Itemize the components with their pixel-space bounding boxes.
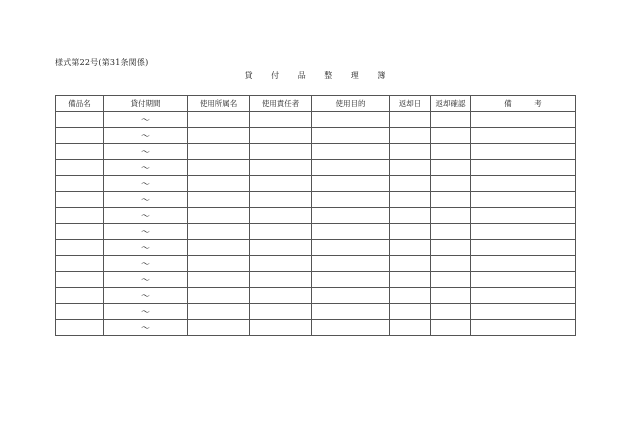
purpose-cell[interactable] <box>312 256 390 272</box>
loan-period-cell[interactable]: 〜 <box>104 224 188 240</box>
item-name-cell[interactable] <box>56 144 104 160</box>
loan-period-cell[interactable]: 〜 <box>104 240 188 256</box>
user-department-cell[interactable] <box>188 224 250 240</box>
responsible-person-cell[interactable] <box>250 304 312 320</box>
header-purpose: 使用目的 <box>312 96 390 112</box>
return-date-cell[interactable] <box>390 176 431 192</box>
return-date-cell[interactable] <box>390 288 431 304</box>
loan-period-cell[interactable]: 〜 <box>104 272 188 288</box>
item-name-cell[interactable] <box>56 256 104 272</box>
purpose-cell[interactable] <box>312 240 390 256</box>
return-confirmation-cell[interactable] <box>431 160 471 176</box>
user-department-cell[interactable] <box>188 256 250 272</box>
loan-period-cell[interactable]: 〜 <box>104 304 188 320</box>
responsible-person-cell[interactable] <box>250 192 312 208</box>
item-name-cell[interactable] <box>56 128 104 144</box>
return-confirmation-cell[interactable] <box>431 320 471 336</box>
table-row <box>56 192 576 208</box>
user-department-cell[interactable] <box>188 160 250 176</box>
item-name-cell[interactable] <box>56 304 104 320</box>
loan-period-cell[interactable]: 〜 <box>104 176 188 192</box>
remarks-cell[interactable] <box>471 288 576 304</box>
return-date-cell[interactable] <box>390 240 431 256</box>
table-row <box>56 240 576 256</box>
table-row <box>56 144 576 160</box>
purpose-cell[interactable] <box>312 128 390 144</box>
return-confirmation-cell[interactable] <box>431 304 471 320</box>
loan-period-cell[interactable]: 〜 <box>104 320 188 336</box>
loan-period-cell[interactable]: 〜 <box>104 160 188 176</box>
purpose-cell[interactable] <box>312 144 390 160</box>
return-date-cell[interactable] <box>390 144 431 160</box>
remarks-cell[interactable] <box>471 320 576 336</box>
table-row <box>56 160 576 176</box>
header-responsible-person: 使用責任者 <box>250 96 312 112</box>
remarks-cell[interactable] <box>471 208 576 224</box>
table-row <box>56 112 576 128</box>
remarks-cell[interactable] <box>471 176 576 192</box>
responsible-person-cell[interactable] <box>250 224 312 240</box>
remarks-cell[interactable] <box>471 160 576 176</box>
return-date-cell[interactable] <box>390 160 431 176</box>
remarks-cell[interactable] <box>471 112 576 128</box>
return-confirmation-cell[interactable] <box>431 208 471 224</box>
return-confirmation-cell[interactable] <box>431 192 471 208</box>
loan-period-cell[interactable]: 〜 <box>104 192 188 208</box>
responsible-person-cell[interactable] <box>250 320 312 336</box>
item-name-cell[interactable] <box>56 272 104 288</box>
item-name-cell[interactable] <box>56 208 104 224</box>
return-date-cell[interactable] <box>390 320 431 336</box>
loan-period-cell[interactable]: 〜 <box>104 256 188 272</box>
header-user-department: 使用所属名 <box>188 96 250 112</box>
responsible-person-cell[interactable] <box>250 240 312 256</box>
user-department-cell[interactable] <box>188 320 250 336</box>
user-department-cell[interactable] <box>188 176 250 192</box>
remarks-cell[interactable] <box>471 256 576 272</box>
user-department-cell[interactable] <box>188 144 250 160</box>
table-row <box>56 128 576 144</box>
return-date-cell[interactable] <box>390 128 431 144</box>
responsible-person-cell[interactable] <box>250 208 312 224</box>
return-date-cell[interactable] <box>390 256 431 272</box>
table-row <box>56 288 576 304</box>
table-row <box>56 208 576 224</box>
item-name-cell[interactable] <box>56 176 104 192</box>
loan-period-cell[interactable]: 〜 <box>104 112 188 128</box>
user-department-cell[interactable] <box>188 192 250 208</box>
remarks-cell[interactable] <box>471 272 576 288</box>
remarks-cell[interactable] <box>471 192 576 208</box>
user-department-cell[interactable] <box>188 128 250 144</box>
responsible-person-cell[interactable] <box>250 128 312 144</box>
purpose-cell[interactable] <box>312 320 390 336</box>
user-department-cell[interactable] <box>188 208 250 224</box>
responsible-person-cell[interactable] <box>250 112 312 128</box>
purpose-cell[interactable] <box>312 272 390 288</box>
loan-period-cell[interactable]: 〜 <box>104 128 188 144</box>
remarks-cell[interactable] <box>471 304 576 320</box>
return-date-cell[interactable] <box>390 208 431 224</box>
table-row <box>56 224 576 240</box>
item-name-cell[interactable] <box>56 160 104 176</box>
item-name-cell[interactable] <box>56 224 104 240</box>
header-row <box>56 96 576 112</box>
return-confirmation-cell[interactable] <box>431 224 471 240</box>
return-date-cell[interactable] <box>390 304 431 320</box>
purpose-cell[interactable] <box>312 176 390 192</box>
purpose-cell[interactable] <box>312 288 390 304</box>
user-department-cell[interactable] <box>188 288 250 304</box>
responsible-person-cell[interactable] <box>250 256 312 272</box>
return-confirmation-cell[interactable] <box>431 144 471 160</box>
responsible-person-cell[interactable] <box>250 176 312 192</box>
return-date-cell[interactable] <box>390 192 431 208</box>
return-confirmation-cell[interactable] <box>431 240 471 256</box>
purpose-cell[interactable] <box>312 192 390 208</box>
table-row <box>56 304 576 320</box>
header-item-name: 備品名 <box>56 96 104 112</box>
register-body <box>56 112 576 336</box>
item-name-cell[interactable] <box>56 288 104 304</box>
purpose-cell[interactable] <box>312 160 390 176</box>
responsible-person-cell[interactable] <box>250 160 312 176</box>
return-confirmation-cell[interactable] <box>431 176 471 192</box>
table-row <box>56 176 576 192</box>
return-confirmation-cell[interactable] <box>431 112 471 128</box>
remarks-cell[interactable] <box>471 224 576 240</box>
item-name-cell[interactable] <box>56 320 104 336</box>
table-row <box>56 272 576 288</box>
remarks-cell[interactable] <box>471 240 576 256</box>
lending-register-table <box>55 95 576 336</box>
loan-period-cell[interactable]: 〜 <box>104 288 188 304</box>
return-confirmation-cell[interactable] <box>431 128 471 144</box>
return-confirmation-cell[interactable] <box>431 288 471 304</box>
return-date-cell[interactable] <box>390 224 431 240</box>
item-name-cell[interactable] <box>56 240 104 256</box>
responsible-person-cell[interactable] <box>250 144 312 160</box>
document-title: 貸 付 品 整 理 簿 <box>244 71 394 80</box>
header-loan-period: 貸付期間 <box>104 96 188 112</box>
remarks-cell[interactable] <box>471 144 576 160</box>
purpose-cell[interactable] <box>312 304 390 320</box>
responsible-person-cell[interactable] <box>250 288 312 304</box>
user-department-cell[interactable] <box>188 240 250 256</box>
return-date-cell[interactable] <box>390 272 431 288</box>
table-row <box>56 256 576 272</box>
return-date-cell[interactable] <box>390 112 431 128</box>
purpose-cell[interactable] <box>312 112 390 128</box>
form-number-label: 様式第22号(第31条関係) <box>55 58 149 67</box>
header-return-date: 返却日 <box>390 96 431 112</box>
user-department-cell[interactable] <box>188 272 250 288</box>
loan-period-cell[interactable]: 〜 <box>104 208 188 224</box>
header-return-confirmation: 返却確認 <box>431 96 471 112</box>
return-confirmation-cell[interactable] <box>431 256 471 272</box>
item-name-cell[interactable] <box>56 112 104 128</box>
loan-period-cell[interactable]: 〜 <box>104 144 188 160</box>
purpose-cell[interactable] <box>312 208 390 224</box>
user-department-cell[interactable] <box>188 112 250 128</box>
header-remarks: 備 考 <box>471 96 576 112</box>
table-row <box>56 320 576 336</box>
responsible-person-cell[interactable] <box>250 272 312 288</box>
return-confirmation-cell[interactable] <box>431 272 471 288</box>
item-name-cell[interactable] <box>56 192 104 208</box>
remarks-cell[interactable] <box>471 128 576 144</box>
user-department-cell[interactable] <box>188 304 250 320</box>
purpose-cell[interactable] <box>312 224 390 240</box>
